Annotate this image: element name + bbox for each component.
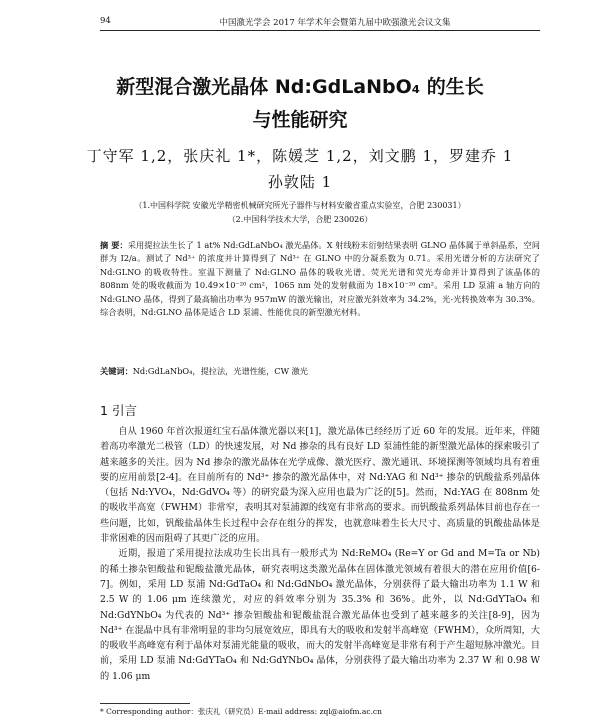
section-number: 1 bbox=[100, 403, 108, 418]
keywords bbox=[100, 366, 540, 377]
keywords-label: 关键词： bbox=[100, 366, 133, 376]
paragraph-2: 近期，报道了采用提拉法成功生长出具有一般形式为 Nd:ReMO₄ (Re=Y or Gd and M=Ta or Nb) 的稀土掺杂钽酸盐和铌酸盐激光晶体，研究表明这类激光晶体在固体激光领域有着很大的潜在应用价值[6-7]。例如，采用 LD 泵浦 Nd:GdTaO₄ 和 Nd:GdNbO₄ 激光晶体，分别获得了最大输出功率为 1.1 W 和 2.5 W 的 1.06 μm 连续激光，对应的斜效率分别为 35.3% 和 36%。此外，以 Nd:GdYTaO₄ 和 Nd:GdYNbO₄ 为代表的 Nd³⁺ 掺杂钽酸盐和铌酸盐混合激光晶体也受到了越来越多的关注[8-9]，因为 Nd³⁺ 在混晶中具有非常明显的非均匀展宽效应，即具有大的吸收和发射半高峰宽（FWHM），众所周知，大的吸收半高峰宽有利于晶体对泵浦光能量的吸收，而大的发射半高峰宽是非常有利于产生超短脉冲激光。目前，采用 LD 泵浦 Nd:GdYTaO₄ 和 Nd:GdYNbO₄ 晶体，分别获得了最大输出功率为 2.37 W 和 0.98 W 的 1.06 μm bbox=[100, 548, 540, 682]
title-line-1: 新型混合激光晶体 Nd:GdLaNbO₄ 的生长 bbox=[116, 76, 484, 98]
section-title: 引言 bbox=[111, 403, 137, 418]
authors-line-1: 丁守军 1,2，张庆礼 1*，陈媛芝 1,2，刘文鹏 1，罗建乔 1 bbox=[86, 147, 514, 165]
abstract-label: 摘 要： bbox=[100, 240, 128, 250]
affiliations bbox=[60, 199, 540, 227]
author-list bbox=[60, 143, 540, 195]
section-heading bbox=[100, 401, 137, 419]
footnote-rule bbox=[100, 703, 190, 704]
title-line-2: 与性能研究 bbox=[252, 109, 348, 131]
abstract bbox=[100, 239, 540, 319]
authors-line-2: 孙敦陆 1 bbox=[267, 173, 333, 191]
body-text bbox=[100, 424, 540, 684]
running-header bbox=[100, 14, 540, 31]
page-number: 94 bbox=[100, 16, 111, 26]
footnote: * Corresponding author：张庆礼（研究员）E-mail address: zql@aiofm.ac.cn bbox=[100, 707, 382, 716]
conference-title: 中国激光学会 2017 年学术年会暨第九届中欧强激光会议文集 bbox=[219, 18, 451, 28]
affiliation-2: （2.中国科学技术大学，合肥 230026） bbox=[227, 215, 373, 224]
affiliation-1: （1.中国科学院 安徽光学精密机械研究所光子器件与材料安徽省重点实验室，合肥 230031） bbox=[134, 201, 466, 210]
abstract-text: 采用提拉法生长了 1 at% Nd:GdLaNbO₄ 激光晶体。X 射线粉末衍射结果表明 GLNO 晶体属于单斜晶系，空间群为 I2/a。测试了 Nd³⁺ 的浓度并计算得到了 Nd³⁺ 在 GLNO 中的分凝系数为 0.71。采用光谱分析的方法研究了 Nd:GLNO 的吸收特性。室温下测量了 Nd:GLNO 晶体的吸收光谱、荧光光谱和荧光寿命并计算得到了该晶体的 808nm 处的吸收截面为 10.49×10⁻²⁰ cm²，1065 nm 处的发射截面为 18×10⁻²⁰ cm²。采用 LD 泵浦 a 轴方向的 Nd:GLNO 晶体，得到了最高输出功率为 957mW 的激光输出，对应激光斜效率为 34.2%，光-光转换效率为 30.3%。综合表明，Nd:GLNO 晶体是适合 LD 泵浦、性能优良的新型激光材料。 bbox=[100, 240, 540, 318]
paper-title bbox=[60, 71, 540, 137]
paragraph-1: 自从 1960 年首次报道红宝石晶体激光器以来[1]，激光晶体已经经历了近 60 年的发展。近年来，伴随着高功率激光二极管（LD）的快速发展，对 Nd 掺杂的具有良好 LD 泵浦性能的新型激光晶体的探索吸引了越来越多的关注。因为 Nd 掺杂的激光晶体在光学成像、激光医疗、激光通讯、环境探测等领域均具有着重要的应用前景[2-4]。在目前所有的 Nd³⁺ 掺杂的激光晶体中，对 Nd:YAG 和 Nd³⁺ 掺杂的钒酸盐系列晶体（包括 Nd:YVO₄，Nd:GdVO₄ 等）的研究最为深入应用也最为广泛的[5]。然而，Nd:YAG 在 808nm 处的吸收半高宽（FWHM）非常窄，表明其对泵浦源的线宽有非常高的要求。而钒酸盐系列晶体目前也存在一些问题，比如，钒酸盐晶体生长过程中会存在组分的挥发，也就意味着生长大尺寸、高质量的钒酸盐晶体是非常困难的因而阻碍了其更广泛的应用。 bbox=[100, 426, 540, 545]
keywords-text: Nd:GdLaNbO₄，提拉法，光谱性能，CW 激光 bbox=[132, 366, 308, 376]
